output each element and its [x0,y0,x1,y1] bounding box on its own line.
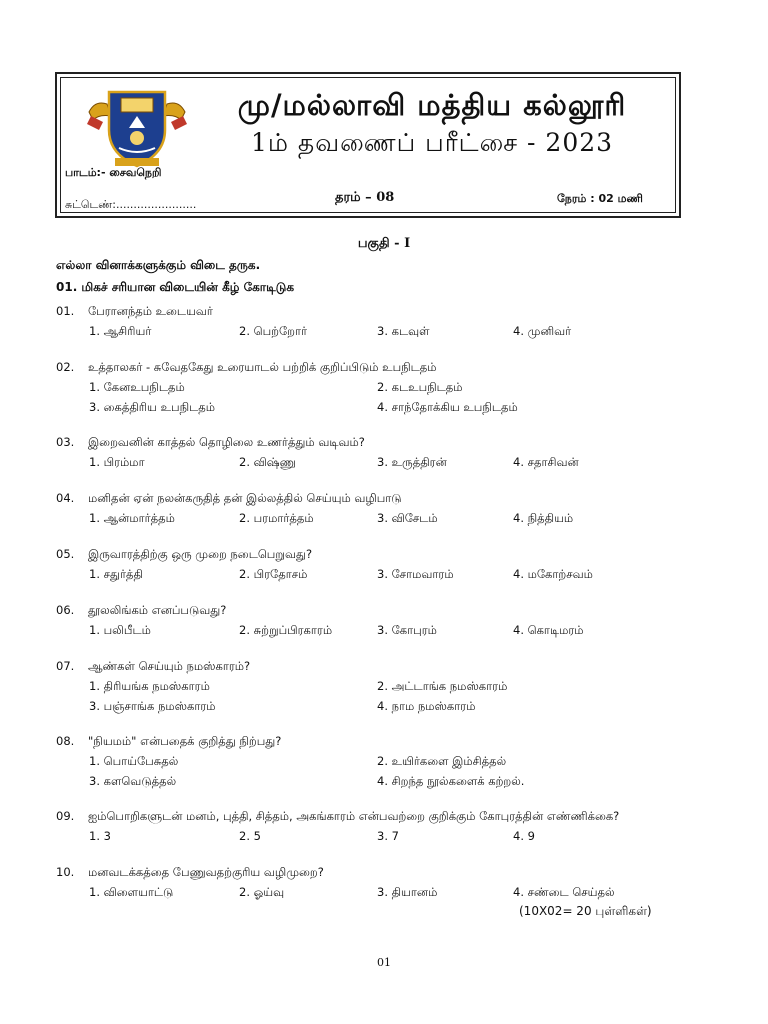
question-02 [56,360,746,420]
option-4: 4. மகோற்சவம் [513,567,593,581]
school-crest-logo [85,82,189,170]
option-3: 3. கைத்திரிய உபநிடதம் [89,400,215,414]
question-number: 03. [56,435,75,449]
exam-header [55,72,681,218]
question-number: 01. [56,304,75,318]
question-07 [56,659,746,719]
question-number: 04. [56,491,75,505]
option-2: 2. சுற்றுப்பிரகாரம் [239,623,333,637]
option-3: 3. சோமவாரம் [377,567,454,581]
option-4: 4. முனிவர் [513,324,572,338]
question-10 [56,865,746,905]
question-number: 08. [56,734,75,748]
question-05 [56,547,746,587]
option-2: 2. பிரதோசம் [239,567,308,581]
question-text: ஐம்பொறிகளுடன் மனம், புத்தி, சித்தம், அகங்காரம் என்பவற்றை குறிக்கும் கோபுரத்தின் எண்ணிக்கை? [88,809,620,823]
question-text: மனவடக்கத்தை பேணுவதற்குரிய வழிமுறை? [88,865,324,879]
question-09 [56,809,746,849]
option-2: 2. விஷ்ணு [239,455,296,469]
question-08 [56,734,746,794]
option-4: 4. நித்தியம் [513,511,574,525]
question-number: 10. [56,865,75,879]
option-2: 2. பெற்றோர் [239,324,307,338]
index-number-field: சுட்டெண்:....................... [65,198,197,211]
option-3: 3. 7 [377,829,399,843]
option-3: 3. கடவுள் [377,324,430,338]
option-3: 3. தியானம் [377,885,438,899]
option-2: 2. கடஉபநிடதம் [377,380,463,394]
question-text: உத்தாலகர் - சுவேதகேது உரையாடல் பற்றிக் குறிப்பிடும் உபநிடதம் [88,360,437,374]
option-2: 2. பரமார்த்தம் [239,511,314,525]
option-1: 1. விளையாட்டு [89,885,174,899]
question-number: 06. [56,603,75,617]
school-name: மு/மல்லாவி மத்திய கல்லூரி [237,88,627,122]
question-01 [56,304,746,344]
option-1: 1. பலிபீடம் [89,623,151,637]
option-1: 1. கேனஉபநிடதம் [89,380,185,394]
option-1: 1. சதுர்த்தி [89,567,143,581]
option-1: 1. 3 [89,829,111,843]
question-text: ஆண்கள் செய்யும் நமஸ்காரம்? [88,659,251,673]
option-4: 4. கொடிமரம் [513,623,584,637]
part-title: பகுதி - I [357,236,411,251]
option-4: 4. நாம நமஸ்காரம் [377,699,476,713]
subject-label: பாடம்:- சைவநெறி [65,166,162,179]
question-number: 02. [56,360,75,374]
section-instruction: 01. மிகச் சரியான விடையின் கீழ் கோடிடுக [56,280,295,294]
option-3: 3. உருத்திரன் [377,455,447,469]
option-3: 3. கோபுரம் [377,623,437,637]
duration-label: நேரம் : 02 மணி [557,192,643,205]
page-number: 01 [377,956,391,969]
option-3: 3. விசேடம் [377,511,438,525]
question-number: 07. [56,659,75,673]
question-04 [56,491,746,531]
exam-title: 1ம் தவணைப் பரீட்சை - 2023 [250,128,614,157]
general-instruction: எல்லா வினாக்களுக்கும் விடை தருக. [56,258,261,272]
question-text: பேரானந்தம் உடையவர் [88,304,213,318]
option-1: 1. திரியங்க நமஸ்காரம் [89,679,210,693]
question-text: "நியமம்" என்பதைக் குறித்து நிற்பது? [88,734,282,748]
question-text: தூலலிங்கம் எனப்படுவது? [88,603,227,617]
question-number: 05. [56,547,75,561]
option-2: 2. அட்டாங்க நமஸ்காரம் [377,679,508,693]
option-1: 1. பொய்பேசுதல் [89,754,179,768]
option-4: 4. 9 [513,829,535,843]
option-4: 4. சிறந்த நூல்களைக் கற்றல். [377,774,525,788]
option-1: 1. ஆன்மார்த்தம் [89,511,175,525]
option-1: 1. ஆசிரியர் [89,324,152,338]
option-2: 2. 5 [239,829,261,843]
grade-label: தரம் – 08 [335,190,395,205]
question-text: மனிதன் ஏன் நலன்கருதித் தன் இல்லத்தில் செய்யும் வழிபாடு [88,491,402,505]
option-4: 4. சண்டை செய்தல் [513,885,615,899]
question-06 [56,603,746,643]
option-4: 4. சதாசிவன் [513,455,579,469]
option-1: 1. பிரம்மா [89,455,145,469]
marks-total: (10X02= 20 புள்ளிகள்) [519,904,652,918]
question-03 [56,435,746,475]
option-3: 3. பஞ்சாங்க நமஸ்காரம் [89,699,216,713]
option-4: 4. சாந்தோக்கிய உபநிடதம் [377,400,518,414]
option-3: 3. களவெடுத்தல் [89,774,177,788]
question-text: இறைவனின் காத்தல் தொழிலை உணர்த்தும் வடிவம்? [88,435,365,449]
option-2: 2. ஓய்வு [239,885,285,899]
question-number: 09. [56,809,75,823]
option-2: 2. உயிர்களை இம்சித்தல் [377,754,507,768]
question-text: இருவாரத்திற்கு ஒரு முறை நடைபெறுவது? [88,547,313,561]
